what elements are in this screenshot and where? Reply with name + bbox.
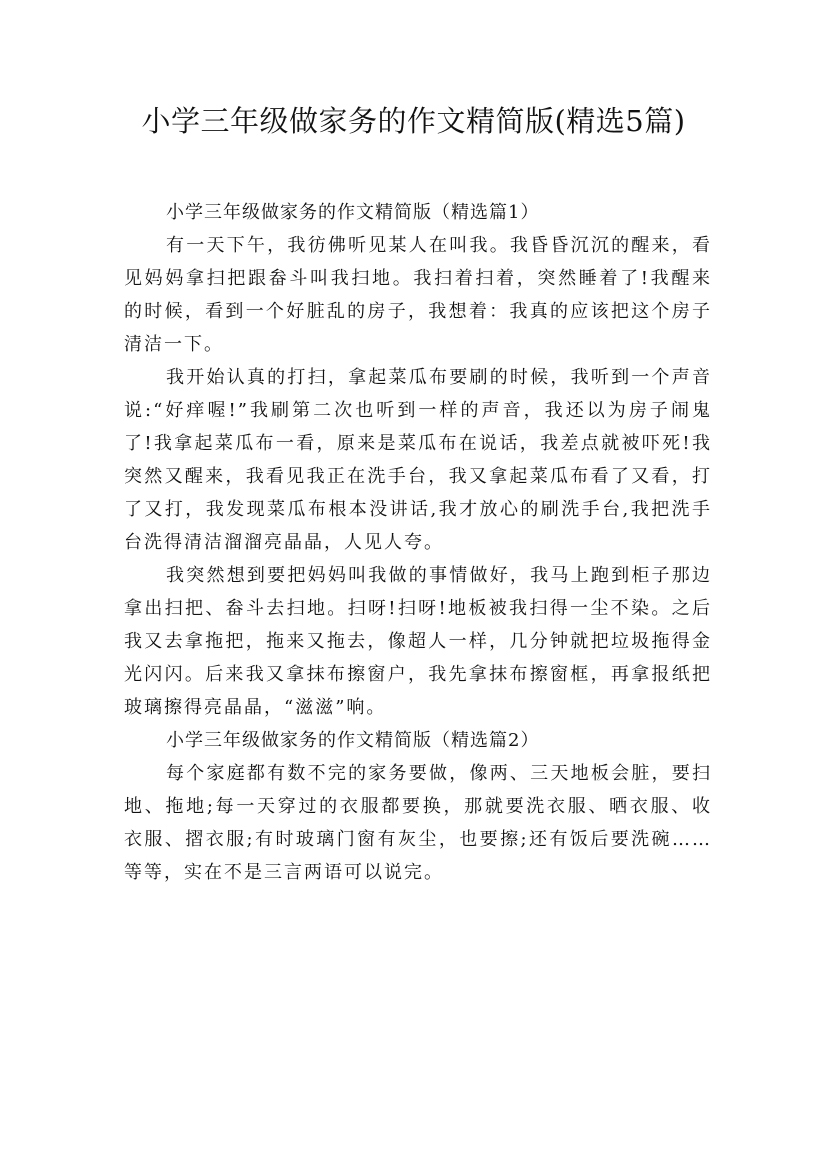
paragraph: 有一天下午，我彷佛听见某人在叫我。我昏昏沉沉的醒来，看见妈妈拿扫把跟畚斗叫我扫地。我扫着扫着，突然睡着了!我醒来的时候，看到一个好脏乱的房子，我想着：我真的应该把这个房子清洁一下。 xyxy=(124,235,712,355)
paragraph: 我开始认真的打扫，拿起菜瓜布要刷的时候，我听到一个声音说:“好痒喔!”我刷第二次也听到一样的声音，我还以为房子闹鬼了!我拿起菜瓜布一看，原来是菜瓜布在说话，我差点就被吓死!我突然又醒来，我看见我正在洗手台，我又拿起菜瓜布看了又看，打了又打，我发现菜瓜布根本没讲话,我才放心的刷洗手台,我把洗手台洗得清洁溜溜亮晶晶，人见人夸。 xyxy=(124,367,712,553)
paragraph: 每个家庭都有数不完的家务要做，像两、三天地板会脏，要扫地、拖地;每一天穿过的衣服都要换，那就要洗衣服、晒衣服、收衣服、摺衣服;有时玻璃门窗有灰尘，也要擦;还有饭后要洗碗……等等，实在不是三言两语可以说完。 xyxy=(124,763,712,883)
section-heading: 小学三年级做家务的作文精简版（精选篇2） xyxy=(166,730,540,751)
paragraph: 我突然想到要把妈妈叫我做的事情做好，我马上跑到柜子那边拿出扫把、畚斗去扫地。扫呀!扫呀!地板被我扫得一尘不染。之后我又去拿拖把，拖来又拖去，像超人一样，几分钟就把垃圾拖得金光闪闪。后来我又拿抹布擦窗户，我先拿抹布擦窗框，再拿报纸把玻璃擦得亮晶晶，“滋滋”响。 xyxy=(124,565,712,718)
document-title: 小学三年级做家务的作文精简版(精选5篇) xyxy=(141,104,686,138)
document-body xyxy=(124,196,712,889)
section-heading: 小学三年级做家务的作文精简版（精选篇1） xyxy=(166,202,540,223)
